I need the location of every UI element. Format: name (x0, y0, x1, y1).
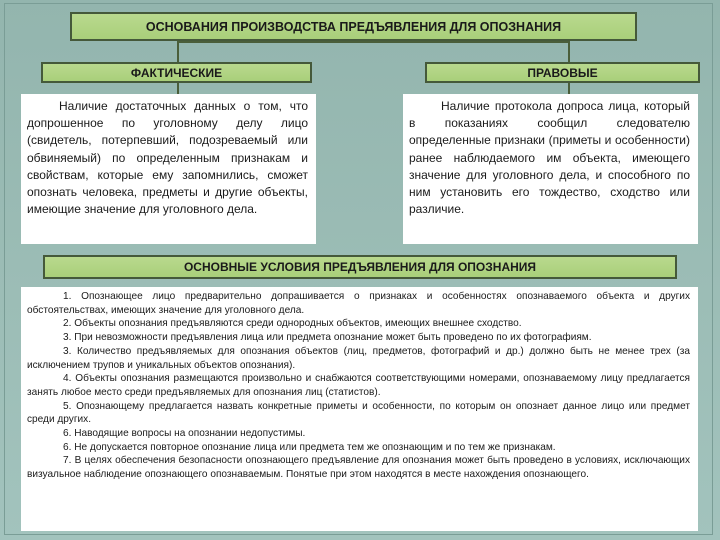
conditions-heading: ОСНОВНЫЕ УСЛОВИЯ ПРЕДЪЯВЛЕНИЯ ДЛЯ ОПОЗНАНИЯ (183, 260, 537, 274)
conditions-list (21, 287, 698, 531)
factual-grounds-body: Наличие достаточных данных о том, что допрошенное по уголовному делу лицо (свидетель, потерпевший, подозреваемый или обвиняемый) по определенным признакам и свойствам, которые ему запомнились, сможет опознать человека, предметы и другие объекты, имеющие значение для уголовного дела. (27, 99, 308, 217)
condition-item: 6. Не допускается повторное опознание лица или предмета тем же опознающим и по тем же признакам. (63, 441, 556, 453)
connector-line (568, 82, 570, 94)
factual-grounds-text (21, 94, 316, 244)
legal-grounds-body: Наличие протокола допроса лица, который в показаниях сообщил следователю определенные признаки (приметы и особенности) ранее наблюдаемого им объекта, имеющего значение для уголовного дела, и способного по ним установить его тождество, сходство или различие. (409, 99, 690, 217)
condition-item: 4. Объекты опознания размещаются произвольно и снабжаются соответствующими номерами, опознаваемому лицу предлагается занять любое место среди предъявляемых для опознания лиц (статистов). (27, 373, 690, 398)
condition-item: 6. Наводящие вопросы на опознании недопустимы. (63, 428, 306, 440)
legal-heading-box (425, 62, 700, 83)
condition-item: 5. Опознающему предлагается назвать конкретные приметы и особенности, по которым он опознает данное лицо или предмет среди других. (27, 400, 690, 426)
main-title: ОСНОВАНИЯ ПРОИЗВОДСТВА ПРЕДЪЯВЛЕНИЯ ДЛЯ ОПОЗНАНИЯ (145, 19, 562, 34)
connector-line (568, 41, 570, 62)
connector-line (177, 82, 179, 94)
condition-item: 3. Количество предъявляемых для опознания объектов (лиц, предметов, фотографий и др.) должно быть не менее трех (за исключением трупов и уникальных объектов опознания). (27, 345, 690, 371)
connector-line (177, 41, 179, 62)
factual-heading-box (41, 62, 312, 83)
condition-item: 7. В целях обеспечения безопасности опознающего предъявление для опознания может быть проведено в условиях, исключающих визуальное наблюдение опознающего опознаваемым. Понятые при этом находятся в месте нахождения опознающего. (27, 455, 690, 481)
main-title-box (70, 12, 637, 41)
factual-heading: ФАКТИЧЕСКИЕ (130, 65, 223, 80)
conditions-heading-box (43, 255, 677, 279)
condition-item: 3. При невозможности предъявления лица или предмета опознание может быть проведено по их фотографиям. (63, 332, 592, 344)
condition-item: 1. Опознающее лицо предварительно допрашивается о признаках и особенностях опознаваемого объекта и других обстоятельствах, имеющих значение для уголовного дела. (27, 291, 690, 316)
legal-grounds-text (403, 94, 698, 244)
condition-item: 2. Объекты опознания предъявляются среди однородных объектов, имеющих внешнее сходство. (63, 318, 522, 330)
connector-line (177, 41, 570, 43)
legal-heading: ПРАВОВЫЕ (527, 65, 598, 80)
